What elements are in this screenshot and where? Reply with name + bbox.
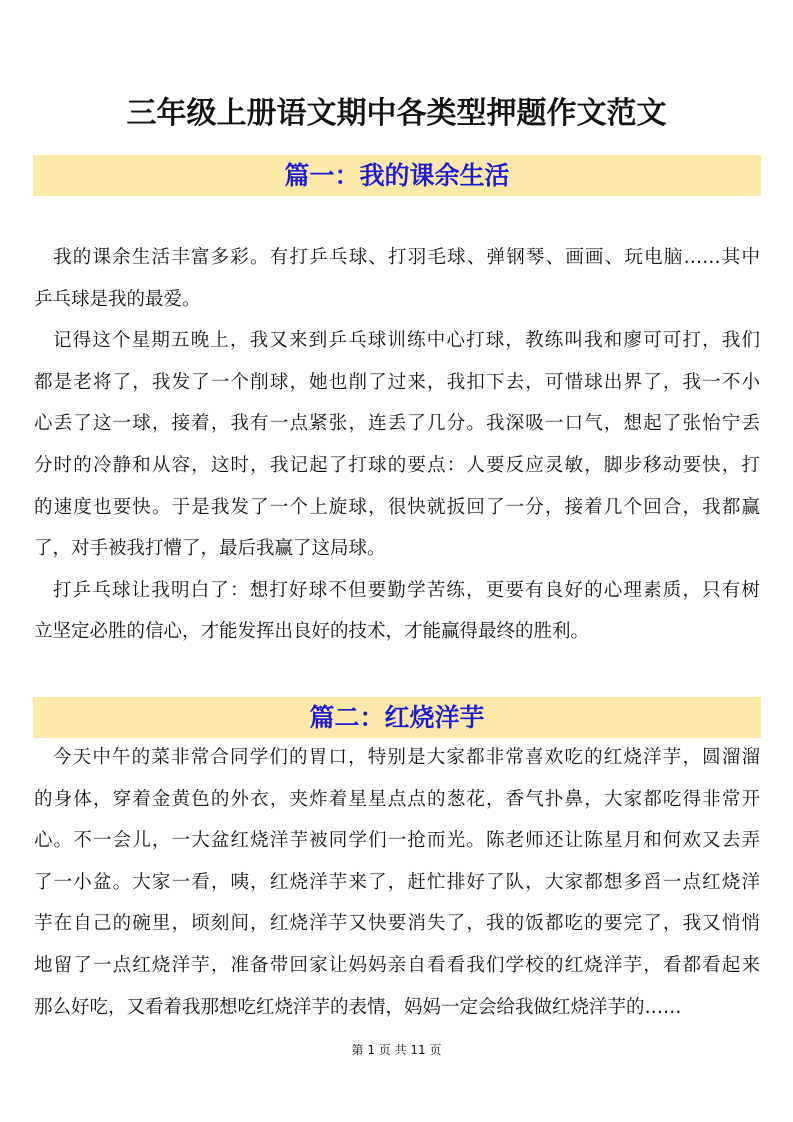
page-number: 第 1 页 共 11 页 <box>351 1043 442 1057</box>
text-line: 都是老将了，我发了一个削球，她也削了过来，我扣下去，可惜球出界了，我一不小 <box>34 371 760 393</box>
text-line: 分时的冷静和从容，这时，我记起了打球的要点：人要反应灵敏，脚步移动要快，打 <box>34 454 760 476</box>
document-title: 三年级上册语文期中各类型押题作文范文 <box>126 96 667 131</box>
text-line: 今天中午的菜非常合同学们的胃口，特别是大家都非常喜欢吃的红烧洋芋，圆溜溜 <box>53 747 760 768</box>
text-line: 记得这个星期五晚上，我又来到乒乓球训练中心打球，教练叫我和廖可可打，我们 <box>53 330 760 352</box>
text-line: 打乒乓球让我明白了：想打好球不但要勤学苦练，更要有良好的心理素质，只有树 <box>53 579 760 601</box>
text-line: 乒乓球是我的最爱。 <box>34 288 201 310</box>
section-heading-1: 篇一：我的课余生活 <box>33 155 761 196</box>
text-line: 那么好吃，又看着我那想吃红烧洋芋的表情，妈妈一定会给我做红烧洋芋的…… <box>34 996 682 1018</box>
section-body-2 <box>34 737 760 1028</box>
text-line: 心。不一会儿，一大盆红烧洋芋被同学们一抢而光。陈老师还让陈星月和何欢又去弄 <box>34 830 760 852</box>
text-line: 了，对手被我打懵了，最后我赢了这局球。 <box>34 538 386 560</box>
text-line: 心丢了这一球，接着，我有一点紧张，连丢了几分。我深吸一口气，想起了张怡宁丢 <box>34 413 760 435</box>
text-line: 的身体，穿着金黄色的外衣，夹炸着星星点点的葱花，香气扑鼻，大家都吃得非常开 <box>34 788 760 810</box>
text-line: 了一小盆。大家一看，咦，红烧洋芋来了，赶忙排好了队，大家都想多舀一点红烧洋 <box>34 871 760 893</box>
text-line: 芋在自己的碗里，顷刻间，红烧洋芋又快要消失了，我的饭都吃的要完了，我又悄悄 <box>34 913 760 935</box>
text-line: 地留了一点红烧洋芋，准备带回家让妈妈亲自看看我们学校的红烧洋芋，看都看起来 <box>34 954 760 976</box>
text-line: 我的课余生活丰富多彩。有打乒乓球、打羽毛球、弹钢琴、画画、玩电脑……其中 <box>53 247 760 268</box>
text-line: 立坚定必胜的信心，才能发挥出良好的技术，才能赢得最终的胜利。 <box>34 621 590 643</box>
text-line: 的速度也要快。于是我发了一个上旋球，很快就扳回了一分，接着几个回合，我都赢 <box>34 496 760 518</box>
section-body-1 <box>34 237 760 653</box>
section-heading-2: 篇二：红烧洋芋 <box>33 697 761 738</box>
